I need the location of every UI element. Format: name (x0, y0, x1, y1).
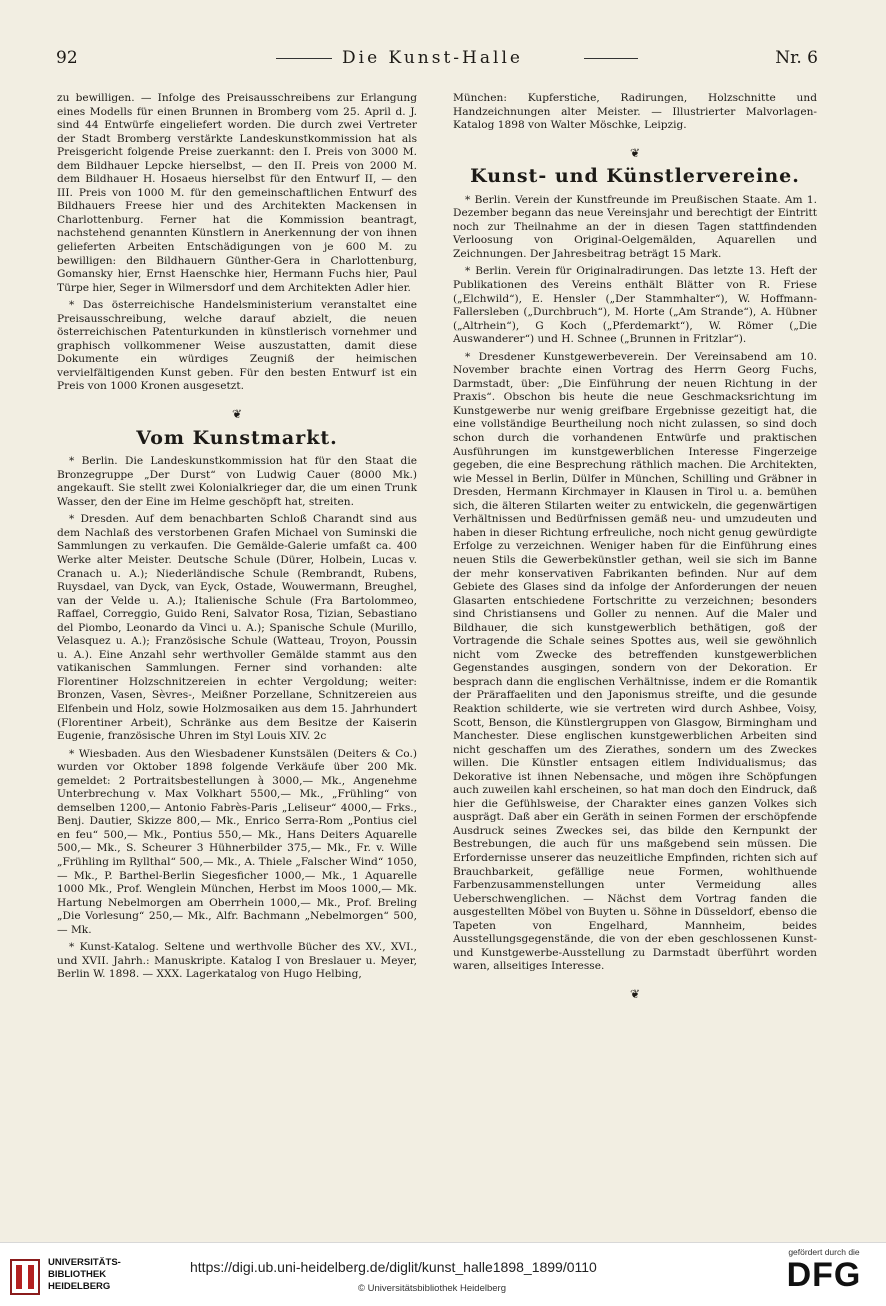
ornament-separator: ❦ (231, 407, 243, 422)
journal-title: Die Kunst-Halle (342, 48, 523, 68)
ornament-separator: ❦ (629, 145, 641, 160)
library-line: UNIVERSITÄTS- (48, 1257, 121, 1268)
library-line: BIBLIOTHEK (48, 1269, 107, 1280)
dfg-logo[interactable] (774, 1247, 874, 1293)
page-header (56, 44, 818, 74)
paragraph: * Kunst-Katalog. Seltene und werthvolle Bücher des XV., XVI., und XVII. Jahrh.: Manuskripte. Katalog I von Breslauer u. Meyer, Berlin W. 1898. — XXX. Lagerkatalog von Hugo Helbing, (57, 941, 417, 981)
section-heading-kunstmarkt: Vom Kunstmarkt. (136, 426, 338, 449)
left-column (57, 92, 417, 986)
paragraph: zu bewilligen. — Infolge des Preisausschreibens zur Erlangung eines Modells für einen Brunnen in Bromberg vom 25. April d. J. sind 44 Entwürfe eingeliefert worden. Die durch zwei Vertreter der Stadt Bromberg verstärkte Landeskunstkommission hat als Preisgericht folgende Preise zuerkannt: den I. Preis von 3000 M. dem Bildhauer Lepcke hierselbst, — den II. Preis von 2000 M. dem Bildhauer H. Hosaeus hierselbst für den Entwurf II, — den III. Preis von 1000 M. für den gemeinschaftlichen Entwurf des Bildhauers Freese hier und des Architekten Mackensen in Charlottenburg. Ferner hat die Kommission beantragt, nachstehend genannten Künstlern in Anerkennung der von ihnen gelieferten Arbeiten Entschädigungen von je 600 M. zu bewilligen: den Bildhauern Günther-Gera in Charlottenburg, Gomansky hier, Ernst Haenschke hier, Hermann Fuchs hier, Paul Türpe hier, Seger in Wilmersdorf und dem Architekten Adler hier. (57, 92, 417, 294)
permalink[interactable]: https://digi.ub.uni-heidelberg.de/diglit/kunst_halle1898_1899/0110 (190, 1259, 597, 1275)
paragraph: * Berlin. Verein für Originalradirungen. Das letzte 13. Heft der Publikationen des Vereins enthält Blätter von R. Friese („Elchwild“), E. Hensler („Der Stammhalter“), W. Hoffmann-Fallersleben („Durchbruch“), M. Horte („Am Strande“), A. Hübner („Altrhein“), G Koch („Pferdemarkt“), W. Römer („Die Auswanderer“) und H. Schnee („Brunnen in Fritzlar“). (453, 265, 817, 346)
paragraph: * Berlin. Die Landeskunstkommission hat für den Staat die Bronzegruppe „Der Durst“ von Ludwig Cauer (8000 Mk.) angekauft. Sie stellt zwei Kolonialkrieger dar, die um einen Trunk Wasser, den der Eine im Helme geschöpft hat, streiten. (57, 455, 417, 508)
page-number: 92 (56, 48, 78, 68)
section-heading-kunstvereine: Kunst- und Künstlervereine. (470, 165, 800, 188)
dfg-wordmark: DFG (786, 1256, 862, 1294)
paragraph: * Das österreichische Handelsministerium veranstaltet eine Preisausschreibung, welche darauf abzielt, die neuen österreichischen Patenturkunden in künstlerisch vornehmer und graphisch vollkommener Weise auszustatten, damit diese Dokumente ein würdiges Zeugniß der heimischen vervielfältigenden Kunst geben. Für den besten Entwurf ist ein Preis von 1000 Kronen ausgesetzt. (57, 299, 417, 393)
paragraph: * Dresden. Auf dem benachbarten Schloß Charandt sind aus dem Nachlaß des verstorbenen Grafen Michael von Suminski die Sammlungen zu verkaufen. Die Gemälde-Galerie umfaßt ca. 400 Werke alter Meister. Deutsche Schule (Dürer, Holbein, Lucas v. Cranach u. A.); Niederländische Schule (Rembrandt, Rubens, Ruysdael, van Dyck, van Eyck, Ostade, Wouwermann, Breughel, van der Velde u. A.); Italienische Schule (Fra Bartolommeo, Raffael, Correggio, Guido Reni, Salvator Rosa, Tizian, Sebastiano del Piombo, Leonardo da Vinci u. A.); Spanische Schule (Murillo, Velasquez u. A.); Französische Schule (Watteau, Troyon, Poussin u. A.). Eine Anzahl sehr werthvoller Gemälde stammt aus den vatikanischen Sammlungen. Ferner sind vorhanden: alte Florentiner Holzschnitzereien in echter Vergoldung; weiter: Bronzen, Vasen, Sèvres-, Meißner Porzellane, Schnitzereien aus Elfenbein und Holz, sowie Holzmosaiken aus dem 15. Jahrhundert (Florentiner Arbeit), Schränke aus dem Besitze der Kaiserin Eugenie, französische Uhren im Styl Louis XIV. 2c (57, 513, 417, 743)
ornament-separator-end: ❦ (629, 986, 641, 1001)
header-rule-left (276, 58, 332, 59)
paragraph: * Wiesbaden. Aus den Wiesbadener Kunstsälen (Deiters & Co.) wurden vor Oktober 1898 folgende Verkäufe über 200 Mk. gemeldet: 2 Portraitsbestellungen à 3000,— Mk., Angenehme Unterbrechung v. Max Volkhart 5500,— Mk., „Frühling“ von demselben 1200,— Antonio Fabrès-Paris „Leliseur“ 4000,— Frks., Benj. Dautier, Skizze 800,— Mk., Enrico Serra-Rom „Pontius ciel en feu“ 500,— Mk., Pontius 550,— Mk., Hans Deiters Aquarelle 500,— Mk., S. Scheurer 3 Hühnerbilder 375,— Mk., Fr. v. Wille „Frühling im Ryllthal“ 500,— Mk., A. Thiele „Falscher Wind“ 1050,— Mk., P. Barthel-Berlin Siegesficher 1000,— Mk., 1 Aquarelle 1000 Mk., Prof. Wenglein München, Herbst im Moos 1000,— Mk. Hartung Nebelmorgen am Oberrhein 1000,— Mk., Prof. Breling „Die Vorlesung“ 250,— Mk., Alfr. Bachmann „Nebelmorgen“ 500,— Mk. (57, 747, 417, 936)
library-line: HEIDELBERG (48, 1281, 111, 1292)
paragraph: * Berlin. Verein der Kunstfreunde im Preußischen Staate. Am 1. Dezember begann das neue Vereinsjahr und berechtigt der Eintritt noch zur Theilnahme an der in diesen Tagen stattfindenden Verloosung von Original-Oelgemälden, Aquarellen und Zeichnungen. Der Jahresbeitrag beträgt 15 Mark. (453, 193, 817, 260)
issue-number: Nr. 6 (775, 48, 818, 68)
library-seal-icon (10, 1259, 40, 1295)
viewer-footer (0, 1242, 886, 1306)
header-rule-right (584, 58, 638, 59)
paragraph: * Dresdener Kunstgewerbeverein. Der Vereinsabend am 10. November brachte einen Vortrag des Herrn Georg Fuchs, Darmstadt, über: „Die Einführung der neuen Richtung in der Praxis“. Obschon bis heute die neue Geschmacksrichtung im Kunstgewerbe nur wenig greifbare Ergebnisse gezeitigt hat, die eine vollständige Beurtheilung noch nicht zulassen, so sind doch schon durch die vorhandenen Entwürfe und praktischen Ausführungen im kunstgewerblichen Interesse Fingerzeige gegeben, die eine Besprechung räthlich machen. Die Architekten, wie Messel in Berlin, Dülfer in München, Schilling und Gräbner in Dresden, Hermann Kirchmayer in Klausen in Tirol u. a. bemühen sich, die älteren Stilarten weiter zu entwickeln, die gegenwärtigen Verhältnissen und Bedürfnissen gemäß neu- und umzudeuten und haben in dieser Richtung erfreuliche, noch nicht genug gewürdigte Erfolge zu verzeichnen. Weniger haben für die Einführung eines neuen Stils die Gewerbekünstler gethan, weil sie sich im Banne der mehr konservativen Fabrikanten befinden. Nur auf dem Gebiete des Glases sind da infolge der Anforderungen der neuen Glasarten entschiedene Fortschritte zu verzeichnen; besonders sind Christiansens und Goller zu nennen. Auf die Maler und Bildhauer, die sich kunstgewerblich bethätigen, goß der Vortragende die Schale seines Spottes aus, weil sie gewöhnlich nicht vom Zwecke des betreffenden kunstgewerblichen Gegenstandes ausgingen, sondern von der Dekoration. Er besprach dann die englischen Verhältnisse, indem er die Romantik der Präraffaeliten und den Japonismus streifte, und die gesunde Reaktion schilderte, wie sie vertreten wird durch Ashbee, Voisy, Scott, Benson, die Künstlergruppen von Glasgow, Birmingham und Manchester. Diese englischen kunstgewerblichen Arbeiten sind nicht geschaffen um des Zierathes, sondern um des Zweckes willen. Die Künstler entsagen eitlem Individualismus; das Dekorative ist ihnen Nebensache, und mögen ihre Schöpfungen auch zuweilen kahl erscheinen, so hat man doch den Eindruck, daß hier die Gefühlsweise, der Charakter eines ganzen Volkes sich ausprägt. Daß aber ein Geräth in seinen Formen der erschöpfende Ausdruck seines Zweckes sei, das bilde den Kernpunkt der Bestrebungen, die auch für uns maßgebend sein müssen. Die Erfordernisse unserer das neuzeitliche Empfinden, richten sich auf Brauchbarkeit, gefällige neue Formen, wohlthuende Farbenzusammenstellungen unter Vermeidung alles Ueberschwenglichen. — Nächst dem Vortrag fanden die ausgestellten Möbel von Buyten u. Söhne in Düsseldorf, ebenso die Tapeten von Engelhard, Mannheim, beides Ausstellungsgegenstände, die von der eben geschlossenen Kunst- und Kunstgewerbe-Ausstellung zu Darmstadt überführt worden waren, allseitiges Interesse. (453, 350, 817, 973)
library-name (48, 1257, 121, 1293)
paragraph: München: Kupferstiche, Radirungen, Holzschnitte und Handzeichnungen alter Meister. — Illustrierter Malvorlagen-Katalog 1898 von Walter Möschke, Leipzig. (453, 92, 817, 132)
funding-label: gefördert durch die (788, 1247, 860, 1257)
copyright-notice: © Universitätsbibliothek Heidelberg (358, 1283, 506, 1294)
right-column (453, 92, 817, 1011)
